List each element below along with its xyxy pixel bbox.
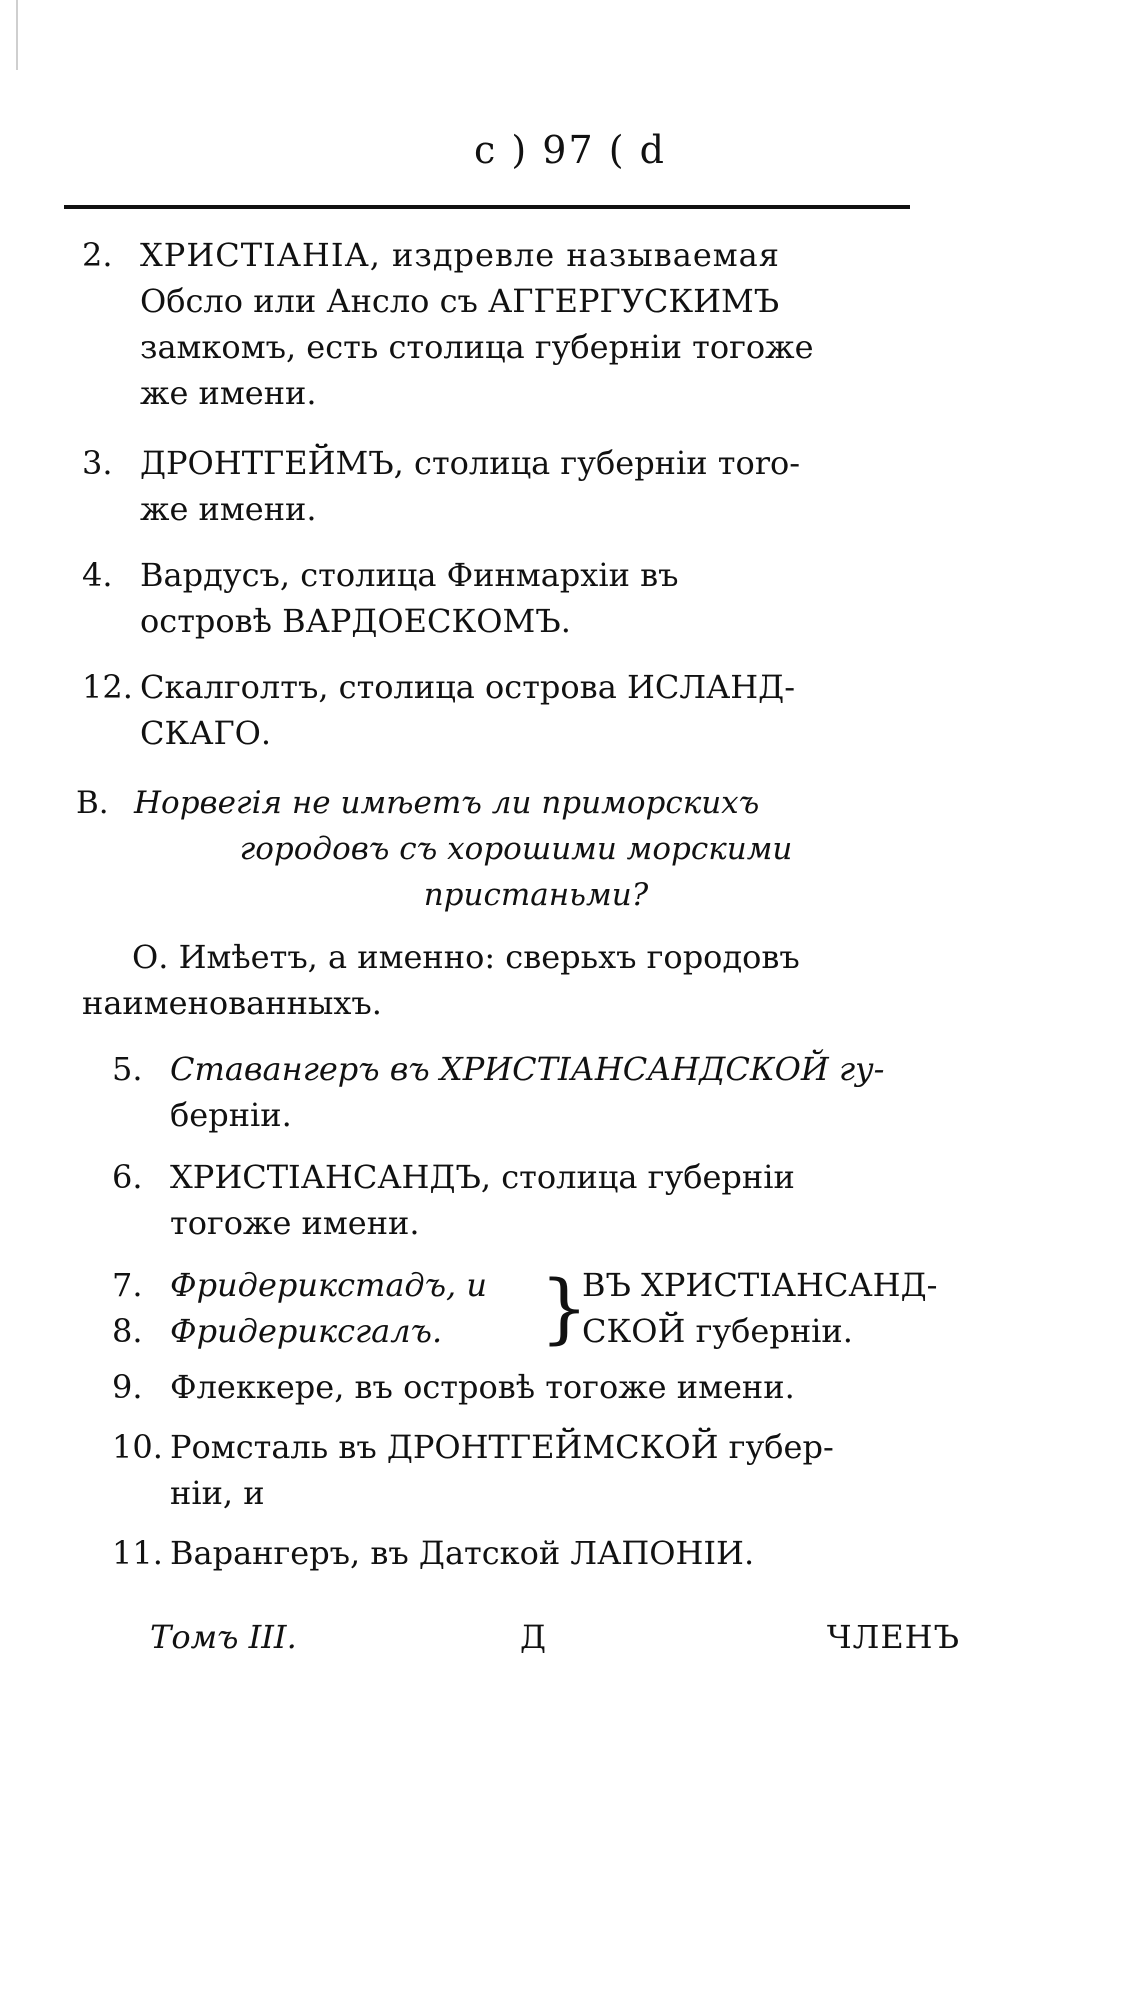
entry-number: 3. [82,444,113,482]
catchword: ЧЛЕНЪ [826,1618,960,1656]
entry-number: 11. [112,1534,163,1572]
entry-number: 6. [112,1158,143,1196]
entry-line: ХРИСТІАНСАНДЪ, столица губерніи [170,1158,795,1196]
entry-line: ніи, и [170,1474,265,1512]
entry-number: 9. [112,1368,143,1406]
list-item-9 [112,1364,932,1410]
entry-line: берніи. [170,1096,292,1134]
entry-line: Флеккере, въ островѣ тогоже имени. [170,1368,795,1406]
bracket-right-text [582,1262,962,1354]
signature-mark: Д [520,1618,547,1656]
answer-line: Имѣетъ, а именно: сверьхъ городовъ [178,938,800,976]
entry-3 [82,440,922,532]
question-line: городовъ съ хорошими морскими [239,831,793,867]
entry-line: Ставангеръ въ ХРИСТІАНСАНДСКОЙ гу- [170,1050,885,1088]
question-label: В. [76,785,109,821]
entry-line: Обсло или Анслo съ АГГЕРГУСКИМЪ [140,282,780,320]
entry-line: замкомъ, есть столица губерніи тогоже [140,328,814,366]
entry-line: СКОЙ губерніи. [582,1312,853,1350]
list-item-11 [112,1530,932,1576]
scan-edge-line [16,0,18,70]
entry-number: 2. [82,236,113,274]
entry-2 [82,232,922,416]
entry-line: Ромсталь въ ДРОНТГЕЙМСКОЙ губер- [170,1428,834,1466]
entry-4 [82,552,922,644]
entry-line: же имени. [140,490,317,528]
entry-number: 7. [112,1266,143,1304]
answer-line: наименованныхъ. [82,984,382,1022]
bracket-group [112,1262,952,1354]
answer-label: О. [132,938,169,976]
list-item-6 [112,1154,932,1246]
entry-line: Фридериксгалъ. [170,1312,443,1350]
page-number: ⅽ ) 97 ( ⅾ [474,128,666,172]
header-rule [64,205,910,209]
bracket-left-items [112,1262,532,1354]
entry-number: 10. [112,1428,163,1466]
entry-line: Скалголтъ, столица острова ИСЛАНД- [140,668,795,706]
entry-number: 4. [82,556,113,594]
entry-line: Варангеръ, въ Датской ЛАПОНІИ. [170,1534,755,1572]
list-item-5 [112,1046,932,1138]
entry-number: 5. [112,1050,143,1088]
entry-line: островѣ ВАРДОЕСКОМЪ. [140,602,571,640]
entry-line: Фридерикстадъ, и [170,1266,487,1304]
volume-label: Томъ III. [150,1618,297,1656]
entry-number: 12. [82,668,133,706]
page-footer [150,1618,960,1668]
entry-line: же имени. [140,374,317,412]
list-item-10 [112,1424,932,1516]
entry-line: ДРОНТГЕЙМЪ, столица губерніи тоrо- [140,444,801,482]
answer-block [82,934,932,1026]
question-line: Норвегія не имѣетъ ли приморскихъ [134,785,760,821]
entry-line: тогоже имени. [170,1204,420,1242]
curly-brace: } [540,1263,589,1352]
entry-number: 8. [112,1312,143,1350]
question-line: пристаньми? [423,877,649,913]
entry-line: ВЪ ХРИСТІАНСАНД- [582,1266,938,1304]
question-block [76,780,936,918]
entry-line: СКАГО. [140,714,272,752]
entry-12 [82,664,922,756]
entry-line: Вардусъ, столица Финмархіи въ [140,556,679,594]
entry-line: ХРИСТІАНІА, издревле называемая [140,236,780,274]
